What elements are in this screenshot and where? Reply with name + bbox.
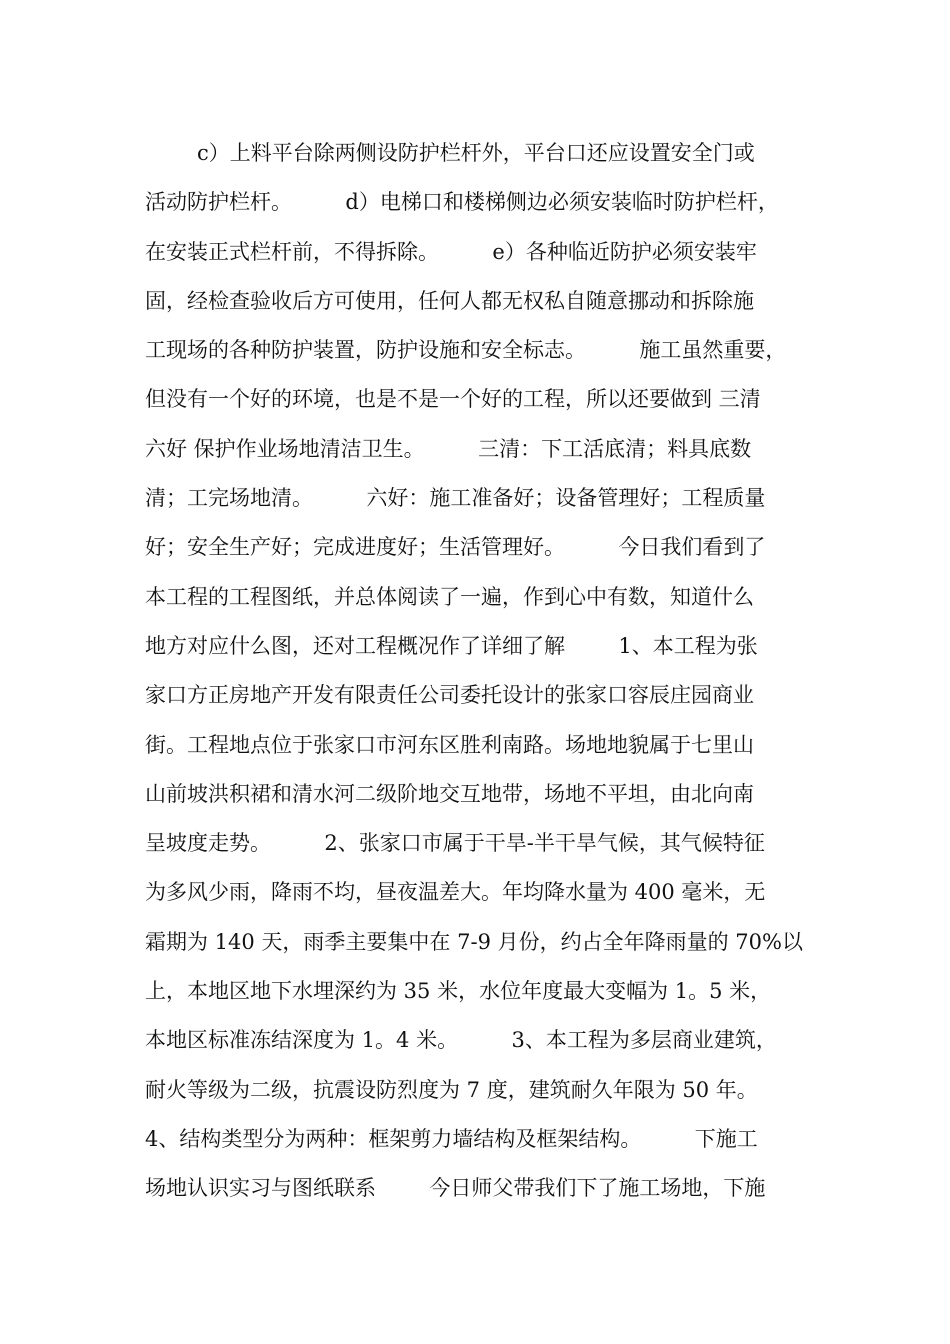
text-line: 呈坡度走势。 2、张家口市属于干旱-半干旱气候，其气候特征 — [145, 831, 765, 856]
text-line: 活动防护栏杆。 d）电梯口和楼梯侧边必须安装临时防护栏杆， — [145, 190, 779, 215]
text-line: 清；工完场地清。 六好：施工准备好；设备管理好；工程质量 — [145, 486, 766, 511]
text-line: 为多风少雨，降雨不均，昼夜温差大。年均降水量为 400 毫米，无 — [145, 880, 766, 905]
text-line: 固，经检查验收后方可使用，任何人都无权私自随意挪动和拆除施 — [145, 288, 754, 313]
text-line: 街。工程地点位于张家口市河东区胜利南路。场地地貌属于七里山 — [145, 732, 754, 757]
body-text — [145, 133, 815, 1218]
text-line: 工现场的各种防护装置，防护设施和安全标志。 施工虽然重要， — [145, 338, 787, 363]
text-line: 地方对应什么图，还对工程概况作了详细了解 1、本工程为张 — [145, 633, 758, 658]
text-line: 耐火等级为二级，抗震设防烈度为 7 度，建筑耐久年限为 50 年。 — [145, 1077, 758, 1102]
text-line: 在安装正式栏杆前，不得拆除。 e）各种临近防护必须安装牢 — [145, 239, 757, 264]
text-line: 山前坡洪积裙和清水河二级阶地交互地带，场地不平坦，由北向南 — [145, 781, 754, 806]
text-line: 上，本地区地下水埋深约为 35 米，水位年度最大变幅为 1。5 米， — [145, 979, 772, 1004]
text-line: 六好 保护作业场地清洁卫生。 三清：下工活底清；料具底数 — [145, 436, 752, 461]
text-line: 4、结构类型分为两种：框架剪力墙结构及框架结构。 下施工 — [145, 1126, 758, 1151]
text-line: 霜期为 140 天，雨季主要集中在 7-9 月份，约占全年降雨量的 70%以 — [145, 929, 803, 954]
text-line: c）上料平台除两侧设防护栏杆外，平台口还应设置安全门或 — [197, 141, 755, 165]
text-line: 场地认识实习与图纸联系 今日师父带我们下了施工场地，下施 — [145, 1176, 766, 1201]
text-line: 好；安全生产好；完成进度好；生活管理好。 今日我们看到了 — [145, 535, 766, 560]
text-line: 本地区标准冻结深度为 1。4 米。 3、本工程为多层商业建筑， — [145, 1028, 777, 1053]
text-line: 本工程的工程图纸，并总体阅读了一遍，作到心中有数，知道什么 — [145, 584, 754, 609]
text-line: 但没有一个好的环境，也是不是一个好的工程，所以还要做到 三清 — [145, 387, 761, 412]
text-line: 家口方正房地产开发有限责任公司委托设计的张家口容辰庄园商业 — [145, 683, 754, 708]
